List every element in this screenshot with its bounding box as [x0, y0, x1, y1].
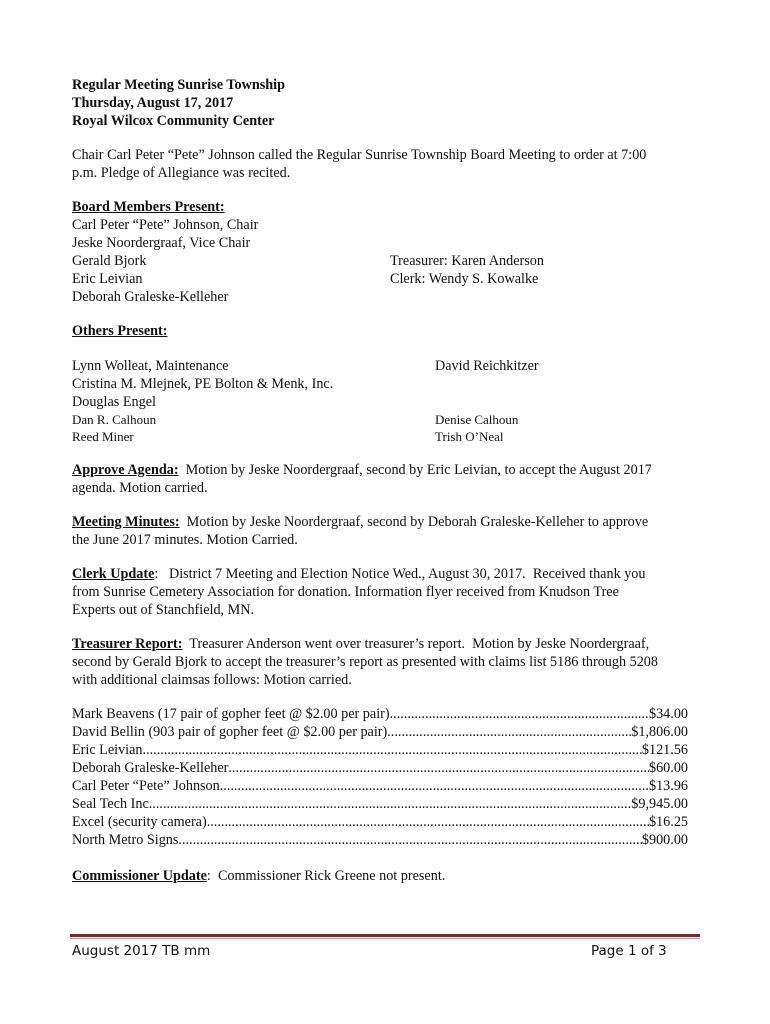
claim-payee: Deborah Graleske-Kelleher	[72, 760, 229, 776]
claim-amount: $60.00	[648, 760, 688, 776]
dot-leader	[390, 705, 649, 723]
claim-row	[72, 777, 688, 795]
attendee: David Reichkitzer	[435, 358, 539, 374]
agenda-text: agenda. Motion carried.	[72, 480, 208, 496]
treasurer-text: Treasurer Anderson went over treasurer’s report. Motion by Jeske Noordergraaf,	[182, 636, 650, 652]
commissioner-text: : Commissioner Rick Greene not present.	[206, 868, 446, 884]
treasurer-text: second by Gerald Bjork to accept the treasurer’s report as presented with claims list 5186 through 5208	[72, 654, 658, 670]
footer-document-label: August 2017 TB mm	[72, 943, 211, 959]
dot-leader	[207, 813, 649, 831]
commissioner-line	[72, 867, 688, 885]
others-present-heading: Others Present:	[72, 323, 168, 339]
treasurer-line	[72, 635, 688, 653]
board-row	[72, 252, 688, 270]
claim-payee: Carl Peter “Pete” Johnson	[72, 778, 220, 794]
agenda-line	[72, 461, 688, 479]
treasurer-text: with additional claimsas follows: Motion carried.	[72, 672, 352, 688]
meeting-minutes-section	[72, 513, 688, 549]
claim-amount: $9,945.00	[631, 796, 688, 812]
claim-amount: $13.96	[648, 778, 688, 794]
clerk-update-section	[72, 565, 688, 619]
claim-payee: Seal Tech Inc.	[72, 796, 153, 812]
intro-line: p.m. Pledge of Allegiance was recited.	[72, 165, 291, 181]
meeting-minutes-label: Meeting Minutes:	[72, 514, 180, 530]
treasurer-name: Treasurer: Karen Anderson	[390, 253, 544, 269]
meeting-date: Thursday, August 17, 2017	[72, 95, 234, 111]
clerk-text: from Sunrise Cemetery Association for donation. Information flyer received from Knudson Tree	[72, 584, 619, 600]
clerk-update-label: Clerk Update	[72, 566, 155, 582]
attendee: Cristina M. Mlejnek, PE Bolton & Menk, Inc.	[72, 376, 334, 392]
attendee: Denise Calhoun	[435, 412, 519, 427]
approve-agenda-section	[72, 461, 688, 497]
board-member: Deborah Graleske-Kelleher	[72, 289, 229, 305]
board-row	[72, 270, 688, 288]
claim-payee: Excel (security camera)	[72, 814, 207, 830]
others-present-section	[72, 322, 688, 445]
dot-leader	[387, 723, 631, 741]
attendee: Lynn Wolleat, Maintenance	[72, 358, 229, 374]
dot-leader	[178, 831, 641, 849]
others-row	[72, 357, 688, 375]
minutes-text: Motion by Jeske Noordergraaf, second by Deborah Graleske-Kelleher to approve	[179, 514, 649, 530]
meeting-title: Regular Meeting Sunrise Township	[72, 77, 285, 93]
intro-line: Chair Carl Peter “Pete” Johnson called the Regular Sunrise Township Board Meeting to order at 7:00	[72, 147, 647, 163]
attendee: Dan R. Calhoun	[72, 412, 157, 427]
claim-row	[72, 831, 688, 849]
attendee: Reed Miner	[72, 429, 134, 444]
board-members-section	[72, 198, 688, 306]
meeting-location: Royal Wilcox Community Center	[72, 113, 275, 129]
clerk-name: Clerk: Wendy S. Kowalke	[390, 271, 539, 287]
others-row	[72, 428, 688, 445]
others-row	[72, 411, 688, 428]
board-member: Jeske Noordergraaf, Vice Chair	[72, 235, 251, 251]
claim-amount: $900.00	[641, 832, 688, 848]
attendee: Trish O’Neal	[435, 429, 504, 444]
claim-row	[72, 795, 688, 813]
claim-payee: David Bellin (903 pair of gopher feet @ $2.00 per pair)	[72, 724, 388, 740]
intro-paragraph	[72, 146, 688, 182]
claim-amount: $16.25	[648, 814, 688, 830]
clerk-text: Experts out of Stanchfield, MN.	[72, 602, 255, 618]
claim-row	[72, 759, 688, 777]
claim-payee: Mark Beavens (17 pair of gopher feet @ $2.00 per pair)	[72, 706, 390, 722]
claim-row	[72, 705, 688, 723]
treasurer-report-section	[72, 635, 688, 689]
claim-payee: Eric Leivian	[72, 742, 143, 758]
document-header	[72, 76, 688, 130]
minutes-line	[72, 513, 688, 531]
commissioner-update-section	[72, 867, 688, 885]
claim-amount: $1,806.00	[631, 724, 688, 740]
footer-divider-shadow	[70, 938, 700, 939]
clerk-text: : District 7 Meeting and Election Notice Wed., August 30, 2017. Received thank you	[154, 566, 646, 582]
board-member: Gerald Bjork	[72, 253, 147, 269]
dot-leader	[220, 777, 649, 795]
attendee: Douglas Engel	[72, 394, 156, 410]
footer-divider	[70, 934, 700, 937]
agenda-text: Motion by Jeske Noordergraaf, second by Eric Leivian, to accept the August 2017	[178, 462, 652, 478]
dot-leader	[143, 741, 642, 759]
claim-row	[72, 813, 688, 831]
footer-page-number: Page 1 of 3	[591, 943, 667, 959]
claims-list	[72, 705, 688, 849]
dot-leader	[228, 759, 649, 777]
clerk-line	[72, 565, 688, 583]
treasurer-report-label: Treasurer Report:	[72, 636, 183, 652]
board-member: Eric Leivian	[72, 271, 143, 287]
minutes-text: the June 2017 minutes. Motion Carried.	[72, 532, 298, 548]
claim-row	[72, 741, 688, 759]
board-members-heading: Board Members Present:	[72, 199, 225, 215]
claim-amount: $121.56	[641, 742, 688, 758]
dot-leader	[152, 795, 631, 813]
spacer	[72, 340, 688, 357]
approve-agenda-label: Approve Agenda:	[72, 462, 179, 478]
board-member: Carl Peter “Pete” Johnson, Chair	[72, 217, 259, 233]
claim-row	[72, 723, 688, 741]
minutes-page	[72, 76, 688, 885]
claim-amount: $34.00	[648, 706, 688, 722]
commissioner-update-label: Commissioner Update	[72, 868, 207, 884]
claim-payee: North Metro Signs	[72, 832, 179, 848]
